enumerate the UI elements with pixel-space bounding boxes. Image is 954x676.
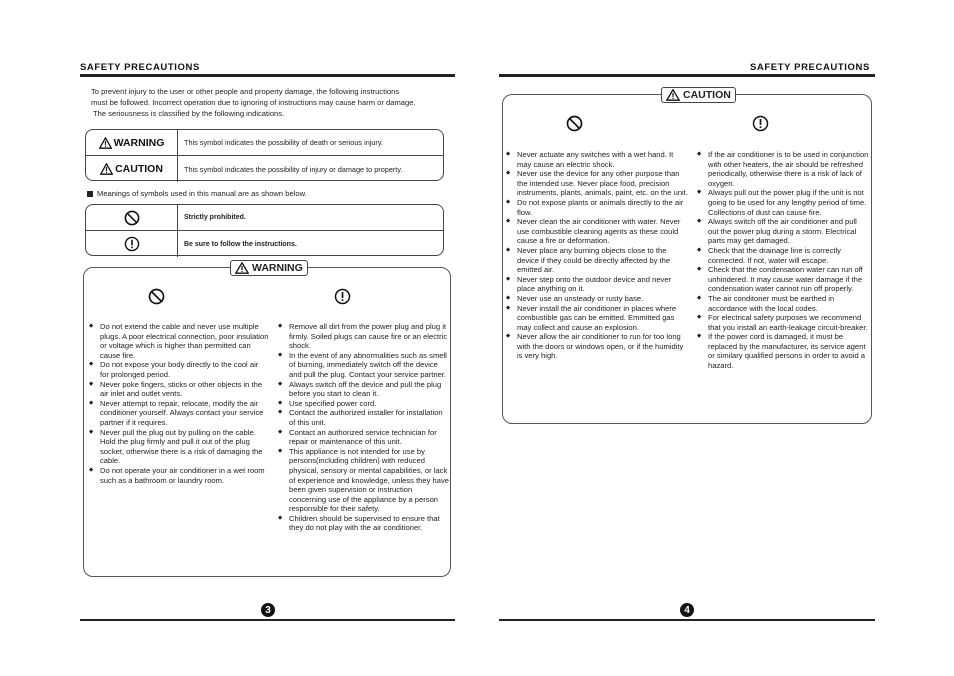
warning-prohibited-list xyxy=(89,322,269,485)
severity-row-caution xyxy=(86,156,443,182)
symbol-table xyxy=(85,204,444,256)
list-item: ◆ This appliance is not intended for use by persons(including children) with reduced physical, sensory or mental capabilities, or lack of experience and knowledge, unless they have been given supervision or instruction concerning use of the appliance by a person responsible for their safety. xyxy=(278,447,450,514)
caution-panel-tag xyxy=(661,87,736,103)
list-item: ◆ Always pull out the power plug if the unit is not going to be used for any lengthy period of time. Collections of dust can cause fire. xyxy=(697,188,869,217)
page-number-3: 3 xyxy=(261,603,275,617)
left-header-rule xyxy=(80,74,455,77)
left-page-header: SAFETY PRECAUTIONS xyxy=(80,62,200,73)
list-item: ◆ Never place any burning objects close to the device if they could be directly affected by the emitted air. xyxy=(506,246,688,275)
list-item: ◆ Always switch off the device and pull the plug before you start to clean it. xyxy=(278,380,450,399)
prohibited-icon xyxy=(566,115,583,132)
warning-panel xyxy=(83,262,451,577)
caution-triangle-icon xyxy=(100,163,113,175)
list-item: ◆ Never allow the air conditioner to run for too long with the doors or windows open, or if the humidity is very high. xyxy=(506,332,688,361)
list-item: ◆ Never use the device for any other purpose than the intended use. Never place food, precision instruments, plants, animals, paint, etc. on the unit. xyxy=(506,169,688,198)
list-item: ◆ Contact the authorized installer for installation of this unit. xyxy=(278,408,450,427)
exclamation-icon xyxy=(124,236,140,252)
intro-line-3: The seriousness is classified by the following indications. xyxy=(91,109,285,118)
list-item: ◆ Children should be supervised to ensure that they do not play with the air conditioner. xyxy=(278,514,450,533)
list-item: ◆ Do not operate your air conditioner in a wet room such as a bathroom or laundry room. xyxy=(89,466,269,485)
exclamation-icon xyxy=(334,288,351,305)
symbol-row-instructions xyxy=(86,231,443,257)
intro-line-1: To prevent injury to the user or other people and property damage, the following instructions xyxy=(91,87,400,96)
list-item: ◆ Never poke fingers, sticks or other objects in the air inlet and outlet vents. xyxy=(89,380,269,399)
warning-triangle-icon xyxy=(235,262,249,274)
caution-panel xyxy=(502,89,872,424)
right-header-rule xyxy=(499,74,875,77)
list-item: ◆ Never use an unsteady or rusty base. xyxy=(506,294,688,304)
list-item: ◆ Never pull the plug out by pulling on the cable. Hold the plug firmly and pull it out of the plug socket, otherwise there is a risk of damaging the cable. xyxy=(89,428,269,466)
intro-text xyxy=(91,86,461,119)
list-item: ◆ For electrical safety purposes we recommend that you install an earth-leakage circuit-breaker. xyxy=(697,313,869,332)
list-item: ◆ Always switch off the air conditioner and pull out the power plug during a storm. Electrical parts may get damaged. xyxy=(697,217,869,246)
prohibited-icon xyxy=(124,210,140,226)
caution-instructions-list xyxy=(697,150,869,371)
warning-triangle-icon xyxy=(99,137,112,149)
list-item: ◆ Use specified power cord. xyxy=(278,399,450,409)
warning-label: WARNING xyxy=(113,136,165,149)
severity-row-warning xyxy=(86,130,443,156)
warning-description: This symbol indicates the possibility of death or serious injury. xyxy=(184,138,383,147)
exclamation-icon xyxy=(752,115,769,132)
caution-prohibited-list xyxy=(506,150,688,361)
list-item: ◆ Do not expose your body directly to the cool air for prolonged period. xyxy=(89,360,269,379)
bullet-square-icon xyxy=(87,191,93,197)
list-item: ◆ In the event of any abnormalities such as smell of burning, immediately switch off the device and pull the plug. Contact your service partner. xyxy=(278,351,450,380)
prohibited-icon xyxy=(148,288,165,305)
list-item: ◆ Never install the air conditioner in places where combustible gas can be emitted. Emmitted gas may collect and cause an explosion. xyxy=(506,304,688,333)
warning-panel-label: WARNING xyxy=(252,262,303,274)
caution-panel-label: CAUTION xyxy=(683,89,731,101)
list-item: ◆ Never clean the air conditioner with water. Never use combustible cleaning agents as these could cause a fire or deformation. xyxy=(506,217,688,246)
warning-panel-tag xyxy=(230,260,308,276)
page-number-4: 4 xyxy=(680,603,694,617)
list-item: ◆ The air conditoner must be earthed in accordance with the local codes. xyxy=(697,294,869,313)
caution-description: This symbol indicates the possibility of injury or damage to property. xyxy=(184,164,403,174)
severity-table xyxy=(85,129,444,181)
list-item: ◆ Do not expose plants or animals directly to the air flow. xyxy=(506,198,688,217)
list-item: ◆ Contact an authorized service technician for repair or maintenance of this unit. xyxy=(278,428,450,447)
caution-triangle-icon xyxy=(666,89,680,101)
instructions-description: Be sure to follow the instructions. xyxy=(184,240,297,248)
warning-instructions-list xyxy=(278,322,450,533)
caution-label: CAUTION xyxy=(115,163,163,175)
list-item: ◆ Check that the drainage line is correctly connected. If not, water will escape. xyxy=(697,246,869,265)
list-item: ◆ Never step onto the outdoor device and never place anything on it. xyxy=(506,275,688,294)
list-item: ◆ If the power cord is damaged, it must be replaced by the manufacturer, its service agent or similary qualified persons in order to avoid a hazard. xyxy=(697,332,869,370)
list-item: ◆ Never actuate any switches with a wet hand. It may cause an electric shock. xyxy=(506,150,688,169)
prohibited-description: Strictly prohibited. xyxy=(184,214,246,221)
symbol-row-prohibited xyxy=(86,205,443,231)
list-item: ◆ Remove all dirt from the power plug and plug it firmly. Soiled plugs can cause fire or an electric shock. xyxy=(278,322,450,351)
intro-line-2: must be followed. Incorrect operation due to ignoring of instructions may cause harm or damage. xyxy=(91,98,416,107)
list-item: ◆ Never attempt to repair, relocate, modify the air conditioner yourself. Always contact your service partner if it requires. xyxy=(89,399,269,428)
list-item: ◆ Check that the condensation water can run off unhindered. It may cause water damage if the condensation water cannot run off properly. xyxy=(697,265,869,294)
meanings-note: Meanings of symbols used in this manual are as shown below. xyxy=(87,188,307,199)
right-page-header: SAFETY PRECAUTIONS xyxy=(750,62,870,73)
left-footer-rule xyxy=(80,619,455,621)
right-footer-rule xyxy=(499,619,875,621)
list-item: ◆ Do not extend the cable and never use multiple plugs. A poor electrical connection, poor insulation or voltage which is higher than permitted can cause fire. xyxy=(89,322,269,360)
list-item: ◆ If the air conditioner is to be used in conjunction with other heaters, the air should be refreshed periodically, otherwise there is a risk of lack of oxygen. xyxy=(697,150,869,188)
